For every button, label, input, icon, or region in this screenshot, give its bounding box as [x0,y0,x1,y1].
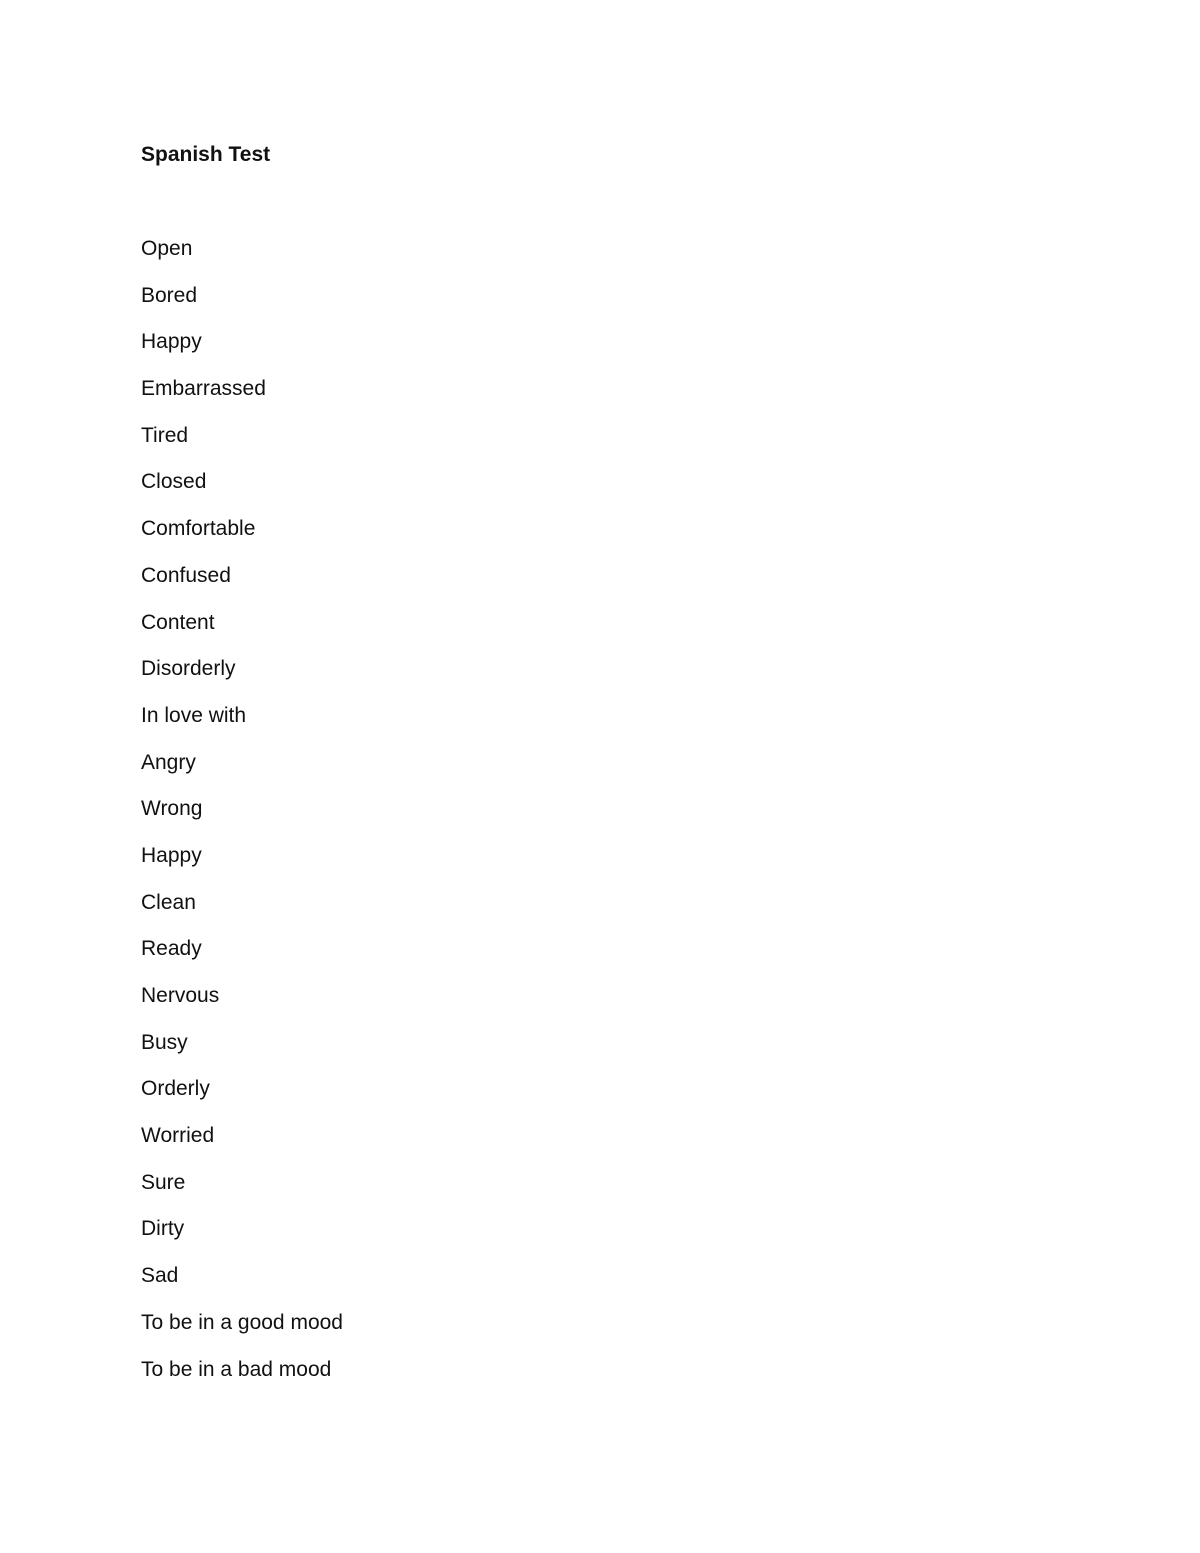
vocabulary-item: Comfortable [141,517,256,541]
vocabulary-item: Embarrassed [141,377,266,401]
vocabulary-item: Open [141,237,193,260]
vocabulary-item: Ready [141,937,202,961]
vocabulary-item: Dirty [141,1217,185,1241]
vocabulary-item: To be in a bad mood [141,1357,332,1381]
vocabulary-item: Sure [141,1170,186,1194]
vocabulary-item: Clean [141,890,196,914]
document-title: Spanish Test [141,143,271,166]
vocabulary-item: Worried [141,1124,215,1148]
vocabulary-item: Orderly [141,1077,210,1101]
vocabulary-item: Bored [141,283,198,307]
vocabulary-item: Happy [141,330,202,354]
vocabulary-item: Disorderly [141,657,236,681]
vocabulary-item: Nervous [141,984,220,1007]
vocabulary-item: Closed [141,470,207,494]
vocabulary-list [141,236,343,1403]
vocabulary-item: Tired [141,423,189,447]
vocabulary-item: In love with [141,703,247,727]
vocabulary-item: Confused [141,563,231,587]
vocabulary-item: Happy [141,843,202,867]
vocabulary-item: Sad [141,1264,179,1288]
vocabulary-item: Busy [141,1030,188,1054]
vocabulary-item: Wrong [141,797,203,821]
vocabulary-item: To be in a good mood [141,1310,343,1334]
vocabulary-item: Content [141,610,215,634]
vocabulary-item: Angry [141,750,196,774]
